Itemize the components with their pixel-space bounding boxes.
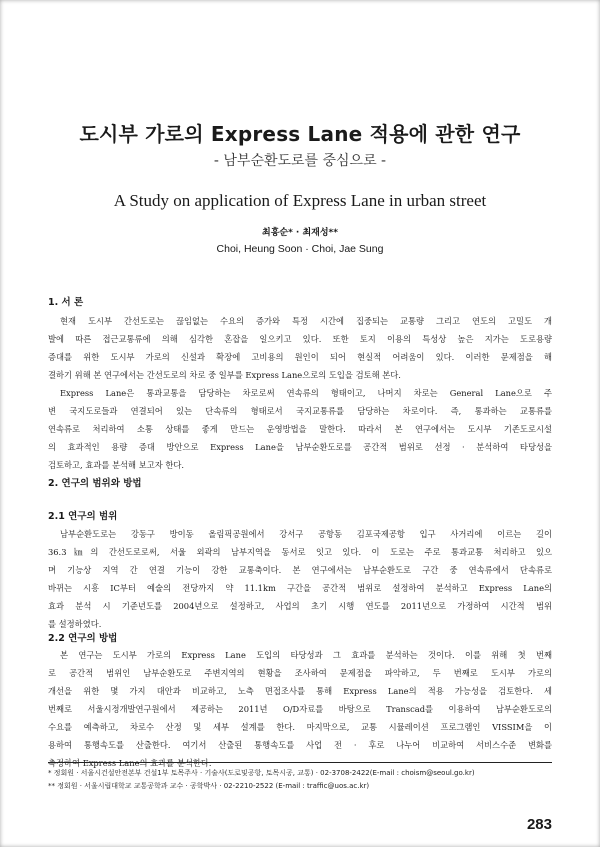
text-line: 바뀌는 시흥 IC부터 예술의 전당까지 약 11.1km 구간을 공간적 범위로 설정하여 분석하고 Express Lane의 <box>48 583 552 593</box>
text-line: 36.3㎞의 간선도로로써, 서울 외곽의 남부지역을 동서로 잇고 있다. 이 도로는 주로 통과교통 처리하고 있으 <box>48 547 552 557</box>
section-heading-scope-method: 2. 연구의 범위와 방법 <box>48 478 142 489</box>
intro-paragraph-2 <box>48 384 552 474</box>
text-line: 며 기능상 지역 간 연결 기능이 강한 교통축이다. 본 연구에서는 남부순환도로 구간 중 연속류에서 단속류로 <box>48 565 552 575</box>
text-line: 의 효과적인 용량 증대 방안으로 Express Lane을 남부순환도로를 공간적 범위로 선정 · 분석하여 타당성을 <box>48 442 552 452</box>
text-line: 남부순환도로는 강동구 방이동 올림픽공원에서 강서구 공항동 김포국제공항 입구 사거리에 이르는 길이 <box>60 529 552 539</box>
subsection-heading-method: 2.2 연구의 방법 <box>48 633 118 644</box>
footnote-divider <box>48 762 552 763</box>
text-line: 검토하고, 효과를 분석해 보고자 한다. <box>48 460 185 470</box>
paper-subtitle: - 남부순환도로를 중심으로 - <box>213 153 387 169</box>
text-line: 를 설정하였다. <box>48 619 102 629</box>
authors-english: Choi, Heung Soon · Choi, Jae Sung <box>216 243 384 255</box>
text-line: 용하여 통행속도를 산출한다. 여기서 산출된 통행속도를 사업 전 · 후로 나누어 비교하여 서비스수준 변화를 <box>48 740 552 750</box>
text-line: Express Lane은 통과교통을 담당하는 차로로써 연속류의 형태이고, 나머지 차로는 General Lane으로 주 <box>60 388 552 398</box>
text-line: 본 연구는 도시부 가로의 Express Lane 도입의 타당성과 그 효과를 분석하는 것이다. 이를 위해 첫 번째 <box>60 650 552 660</box>
text-line: 연속류로 처리하여 소통 상태를 좋게 만드는 운영방법을 말한다. 따라서 본 연구에서는 도시부 기존도로시설 <box>48 424 552 434</box>
text-line: 현재 도시부 간선도로는 끊임없는 수요의 증가와 특정 시간에 집중되는 교통량 그리고 연도의 고밀도 개 <box>60 316 552 326</box>
intro-paragraph-1 <box>48 312 552 384</box>
method-paragraph <box>48 646 552 772</box>
text-line: 효과 분석 시 기준년도를 2004년으로 설정하고, 사업의 초기 시행 연도를 2011년으로 가정하여 시간적 범위 <box>48 601 552 611</box>
section-heading-introduction: 1. 서 론 <box>48 297 84 308</box>
text-line: 수요를 예측하고, 차로수 산정 및 세부 설계를 한다. 마지막으로, 교통 시뮬레이션 프로그램인 VISSIM을 이 <box>48 722 552 732</box>
scope-paragraph <box>48 525 552 633</box>
text-line: 변 국지도로들과 연결되어 있는 단속류의 형태로서 국지교통류를 담당하는 차로이다. 즉, 통과하는 교통류를 <box>48 406 552 416</box>
text-line: 로 공간적 범위인 남부순환도로 주변지역의 현황을 조사하여 문제점을 파악하고, 두 번째로 도시부 가로의 <box>48 668 552 678</box>
text-line: 증대를 위한 도시부 가로의 신설과 확장에 고비용의 원인이 되어 현실적 어려움이 있다. 이러한 문제점을 해 <box>48 352 552 362</box>
text-line: 발에 따른 접근교통류에 의해 심각한 혼잡을 일으키고 있다. 또한 토지 이용의 특성상 높은 지가는 도로용량 <box>48 334 552 344</box>
text-line: 측정하여 Express Lane의 효과를 분석한다. <box>48 758 212 768</box>
text-line: 개선을 위한 몇 가지 대안과 비교하고, 노측 면접조사를 통해 Express Lane의 적용 가능성을 검토한다. 세 <box>48 686 552 696</box>
text-line: 결하기 위해 본 연구에서는 간선도로의 차로 중 일부를 Express Lane으로의 도입을 검토해 본다. <box>48 370 401 380</box>
text-line: 번째로 서울시정개발연구원에서 제공하는 2011년 O/D자료를 바탕으로 Transcad를 이용하여 남부순환도로의 <box>48 704 552 714</box>
footnote-second-author: ** 정회원 · 서울시립대학교 교통공학과 교수 · 공학박사 · 02-2210-2522 (E-mail : traffic@uos.ac.kr) <box>48 782 370 790</box>
paper-title: 도시부 가로의 Express Lane 적용에 관한 연구 <box>79 122 521 146</box>
subsection-heading-scope: 2.1 연구의 범위 <box>48 511 118 522</box>
authors-korean: 최흥순* · 최재성** <box>262 228 338 238</box>
footnote-first-author: * 정회원 · 서울시건설안전본부 건설1부 토목주사 · 기술사(도로및공항, 토목시공, 교통) · 02-3708-2422(E-mail : choism@seoul.go.kr) <box>48 769 475 777</box>
english-title: A Study on application of Express Lane in urban street <box>113 191 487 210</box>
page-number: 283 <box>526 816 552 833</box>
